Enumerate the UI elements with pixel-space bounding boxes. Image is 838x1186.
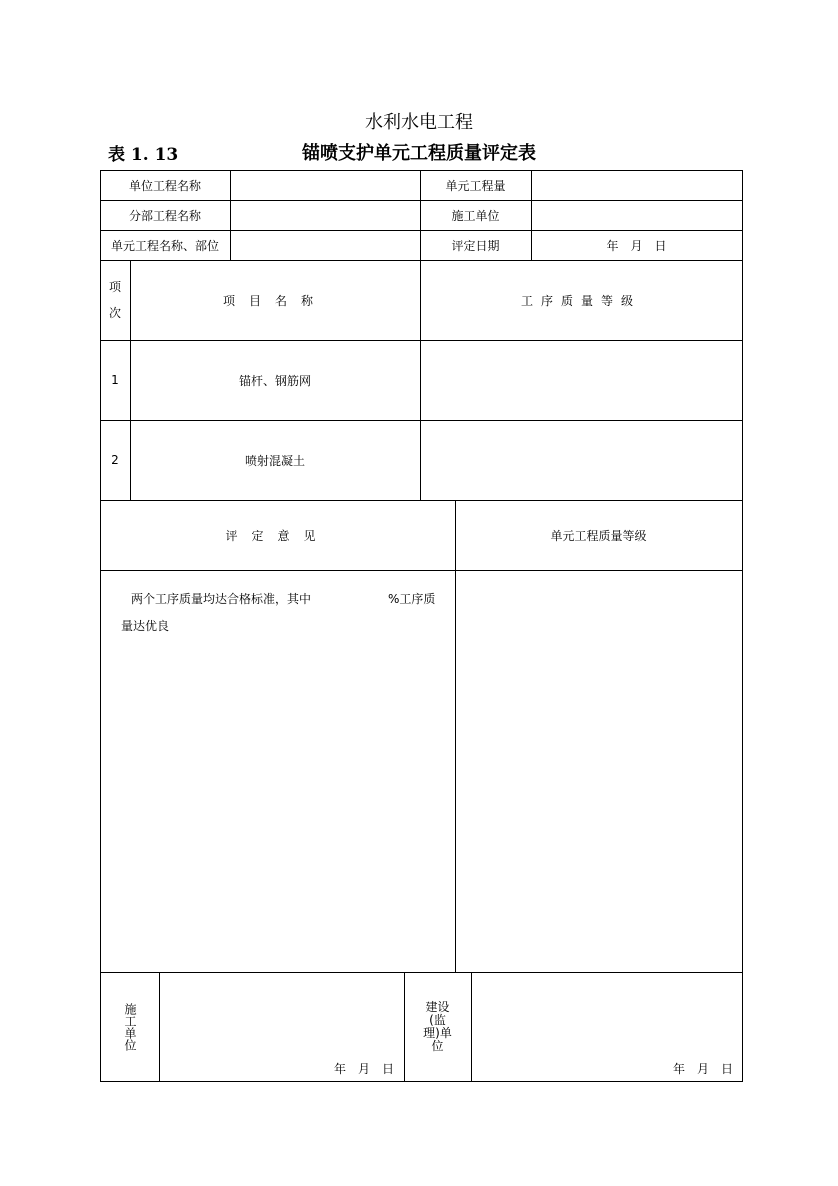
contractor-field[interactable] <box>532 201 742 230</box>
label-division-name: 分部工程名称 <box>128 208 201 223</box>
item-no: 2 <box>111 453 119 467</box>
item-name: 锚杆、钢筋网 <box>238 373 311 388</box>
unit-name-location-field[interactable] <box>231 231 420 260</box>
contractor-sign-date: 年 月 日 <box>334 1062 395 1076</box>
label-unit-name-location: 单元工程名称、部位 <box>110 238 219 253</box>
unit-quality-grade-label: 单元工程质量等级 <box>550 528 647 543</box>
supervisor-sign-date: 年 月 日 <box>673 1062 734 1076</box>
supervisor-sign-label: 建设(监理)单位 <box>423 999 452 1053</box>
evaluation-opinion-label: 评定意见 <box>225 528 330 543</box>
table-number: 表 1. 13 <box>108 145 179 165</box>
division-name-field[interactable] <box>231 201 420 230</box>
unit-project-name-field[interactable] <box>231 171 420 200</box>
header-item-no: 项次 <box>108 280 121 320</box>
contractor-sign-label-cell <box>100 972 159 1081</box>
header-item-name: 项目名称 <box>222 293 327 308</box>
item-grade-field[interactable] <box>421 341 742 420</box>
opinion-text-line1: 两个工序质量均达合格标准，其中 <box>131 592 312 606</box>
eval-date-field[interactable]: 年 月 日 <box>606 238 667 253</box>
opinion-text-percent: %工序质 <box>388 592 436 606</box>
page-title: 锚喷支护单元工程质量评定表 <box>302 143 536 164</box>
contractor-sign-label: 施工单位 <box>123 1002 137 1051</box>
header-process-grade: 工序质量等级 <box>520 293 641 308</box>
opinion-text-line2: 量达优良 <box>121 619 170 633</box>
unit-quantity-field[interactable] <box>532 171 742 200</box>
unit-quality-grade-field[interactable] <box>456 571 742 972</box>
label-contractor: 施工单位 <box>451 208 500 223</box>
item-name: 喷射混凝土 <box>244 453 305 468</box>
label-unit-quantity: 单元工程量 <box>445 178 506 193</box>
item-no: 1 <box>111 373 119 387</box>
item-grade-field[interactable] <box>421 421 742 500</box>
label-unit-project-name: 单位工程名称 <box>128 178 201 193</box>
label-eval-date: 评定日期 <box>451 238 500 253</box>
document-category: 水利水电工程 <box>365 112 473 133</box>
